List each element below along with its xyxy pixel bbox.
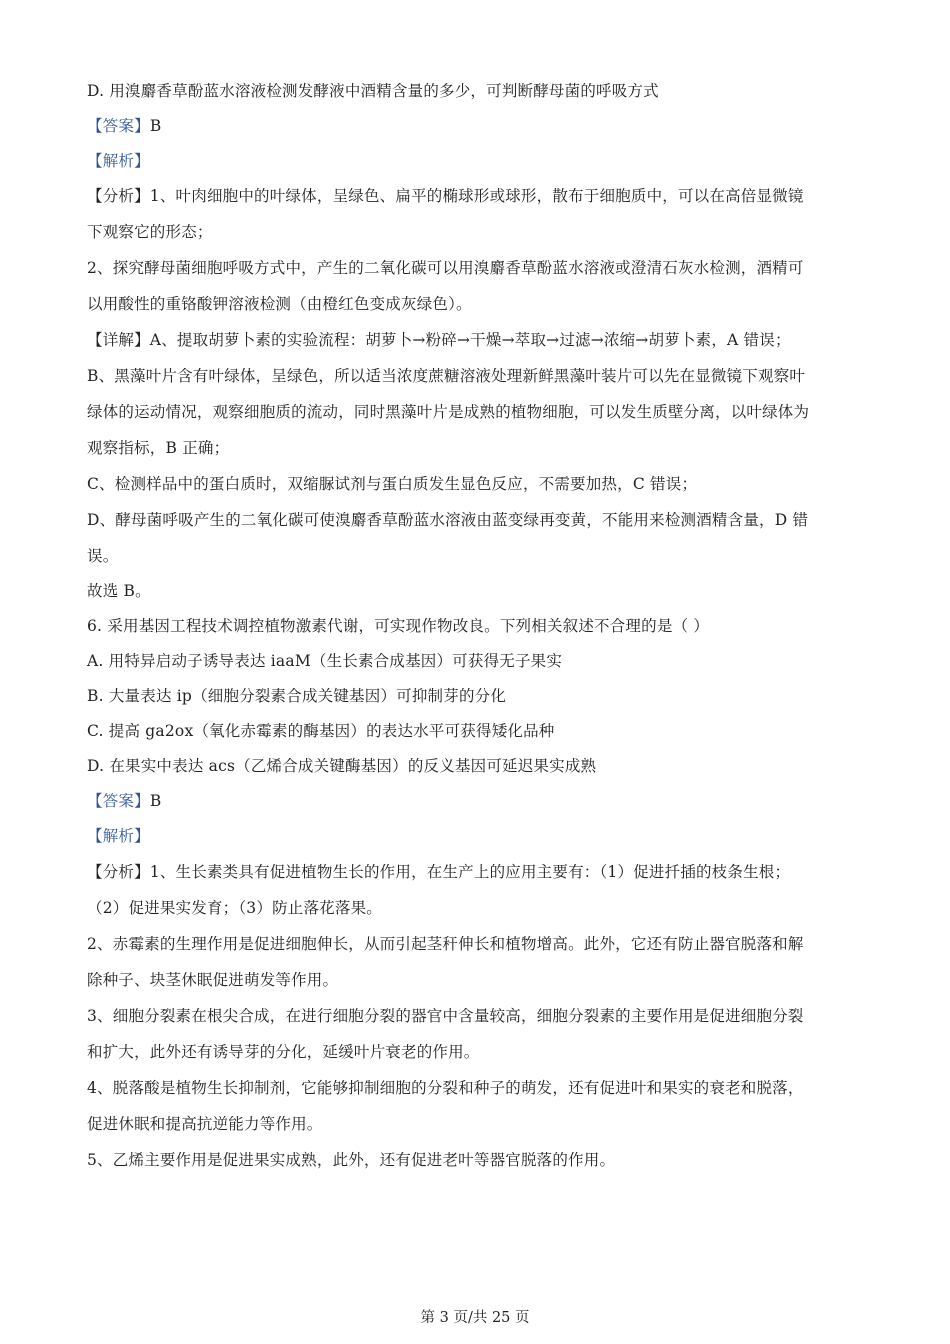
option-d: D. 在果实中表达 acs（乙烯合成关键酶基因）的反义基因可延迟果实成熟: [87, 757, 597, 775]
detail-text: 误。: [87, 547, 119, 565]
analysis-text: 5、乙烯主要作用是促进果实成熟，此外，还有促进老叶等器官脱落的作用。: [87, 1151, 616, 1169]
answer-tag: 【答案】: [87, 117, 150, 135]
option-a: A. 用特异启动子诱导表达 iaaM（生长素合成基因）可获得无子果实: [87, 652, 563, 670]
option-c: C. 提高 ga2ox（氧化赤霉素的酶基因）的表达水平可获得矮化品种: [87, 722, 555, 740]
conclusion-text: 故选 B。: [87, 582, 151, 600]
analysis-tag: 【解析】: [87, 152, 150, 170]
detail-text: C、检测样品中的蛋白质时，双缩脲试剂与蛋白质发生显色反应，不需要加热，C 错误；: [87, 475, 698, 493]
detail-text: 绿体的运动情况，观察细胞质的流动，同时黑藻叶片是成熟的植物细胞，可以发生质壁分离，以叶绿体为: [87, 403, 810, 421]
analysis-heading: [87, 826, 877, 846]
detail-text: 观察指标，B 正确；: [87, 439, 230, 457]
analysis-text: 和扩大，此外还有诱导芽的分化，延缓叶片衰老的作用。: [87, 1043, 480, 1061]
analysis-text: 促进休眠和提高抗逆能力等作用。: [87, 1115, 323, 1133]
question-6: 6. 采用基因工程技术调控植物激素代谢，可实现作物改良。下列相关叙述不合理的是（ ）: [87, 617, 710, 635]
analysis-text: 4、脱落酸是植物生长抑制剂，它能够抑制细胞的分裂和种子的萌发，还有促进叶和果实的衰老和脱落，: [87, 1079, 804, 1097]
option-d-prev: D. 用溴麝香草酚蓝水溶液检测发酵液中酒精含量的多少，可判断酵母菌的呼吸方式: [87, 82, 659, 100]
analysis-text: 【分析】1、生长素类具有促进植物生长的作用，在生产上的应用主要有：（1）促进扦插的枝条生根；: [87, 863, 791, 881]
detail-text: D、酵母菌呼吸产生的二氧化碳可使溴麝香草酚蓝水溶液由蓝变绿再变黄，不能用来检测酒精含量，D 错: [87, 511, 809, 529]
analysis-text: 以用酸性的重铬酸钾溶液检测（由橙红色变成灰绿色）。: [87, 295, 472, 313]
analysis-text: 2、探究酵母菌细胞呼吸方式中，产生的二氧化碳可以用溴麝香草酚蓝水溶液或澄清石灰水检测，酒精可: [87, 259, 804, 277]
option-b: B. 大量表达 ip（细胞分裂素合成关键基因）可抑制芽的分化: [87, 687, 507, 705]
analysis-text: 【分析】1、叶肉细胞中的叶绿体，呈绿色、扁平的椭球形或球形，散布于细胞质中，可以在高倍显微镜: [87, 187, 804, 205]
analysis-tag: 【解析】: [87, 827, 150, 845]
analysis-text: （2）促进果实发育；（3）防止落花落果。: [87, 899, 382, 917]
analysis-text: 2、赤霉素的生理作用是促进细胞伸长，从而引起茎秆伸长和植物增高。此外，它还有防止器官脱落和解: [87, 935, 804, 953]
analysis-heading: [87, 151, 877, 171]
analysis-text: 除种子、块茎休眠促进萌发等作用。: [87, 971, 339, 989]
answer-tag: 【答案】: [87, 792, 150, 810]
detail-text: 【详解】A、提取胡萝卜素的实验流程：胡萝卜→粉碎→干燥→萃取→过滤→浓缩→胡萝卜素，A 错误；: [87, 331, 791, 349]
page-number-footer: 第 3 页/共 25 页: [420, 1310, 530, 1326]
answer-line: 【答案】B: [87, 117, 162, 135]
detail-text: B、黑藻叶片含有叶绿体，呈绿色，所以适当浓度蔗糖溶液处理新鲜黑藻叶装片可以先在显微镜下观察叶: [87, 367, 806, 385]
analysis-text: 下观察它的形态；: [87, 223, 213, 241]
answer-line: 【答案】B: [87, 792, 162, 810]
analysis-text: 3、细胞分裂素在根尖合成，在进行细胞分裂的器官中含量较高，细胞分裂素的主要作用是促进细胞分裂: [87, 1007, 804, 1025]
